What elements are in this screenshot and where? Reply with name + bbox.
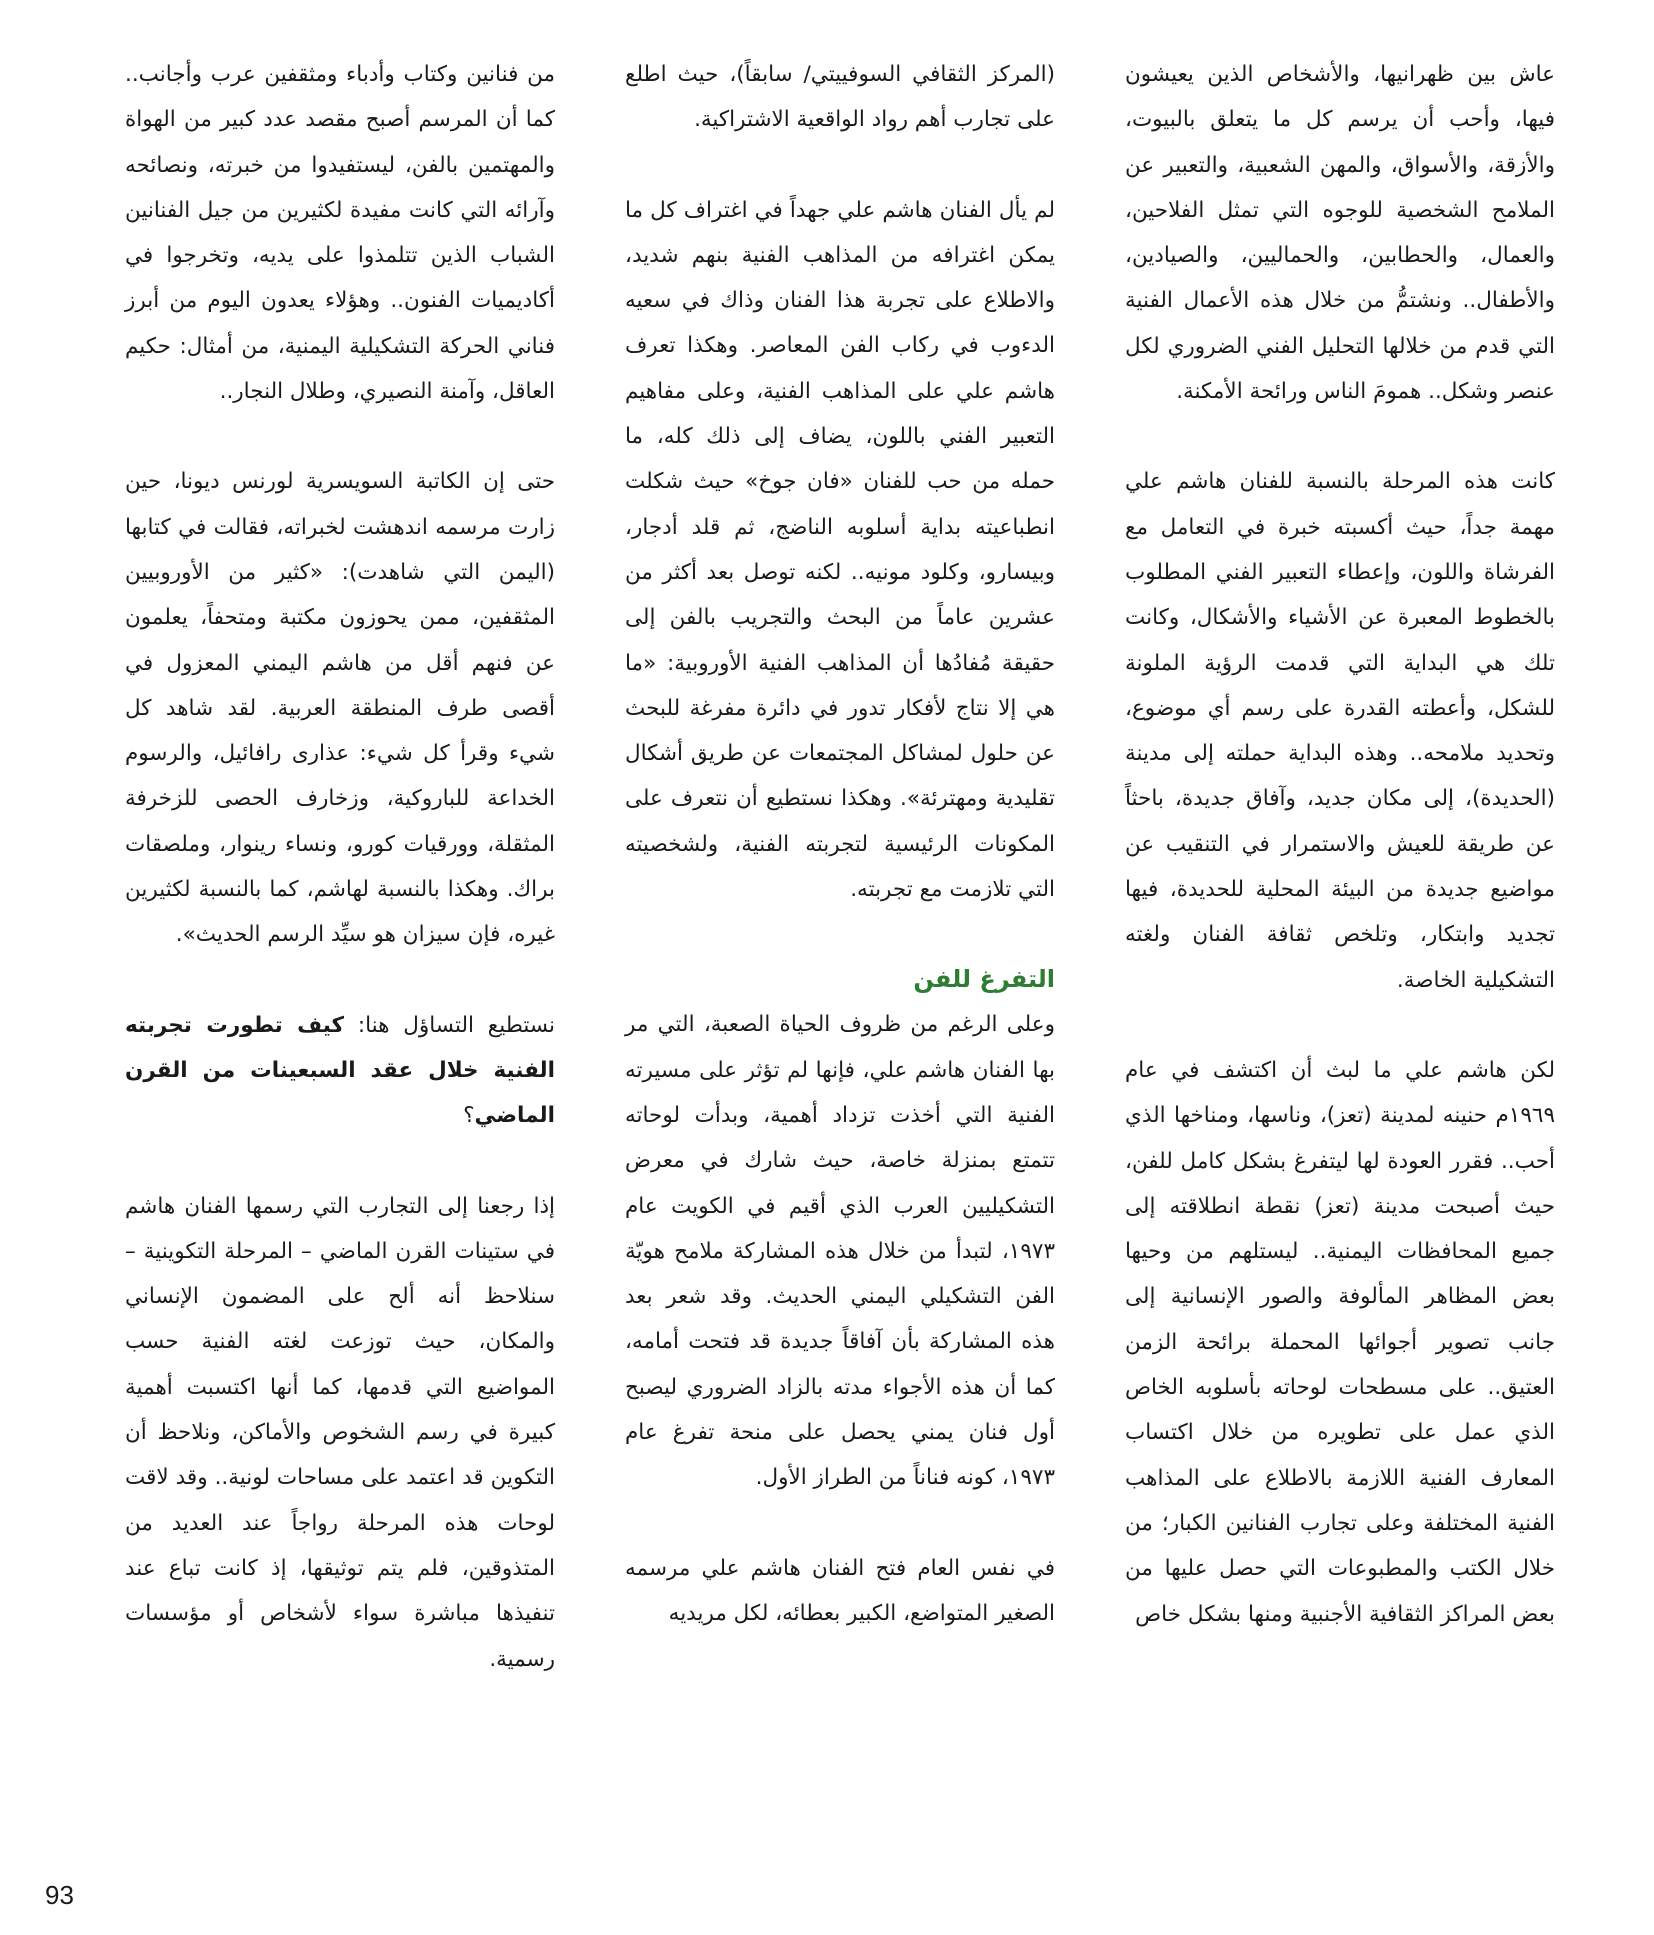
right-paragraph-1: عاش بين ظهرانيها، والأشخاص الذين يعيشون فيها، وأحب أن يرسم كل ما يتعلق بالبيوت، والأزقة، والأسواق، والمهن الشعبية، والتعبير عن الملامح الشخصية للوجوه التي تمثل الفلاحين، والعمال، والحطابين، والحماليين، والصيادين، والأطفال.. ونشتمُّ من خلال هذه الأعمال الفنية التي قدم من خلالها التحليل الفني الضروري لكل عنصر وشكل.. همومَ الناس ورائحة الأمكنة. xyxy=(1125,62,1555,405)
right-column xyxy=(1125,52,1555,1637)
right-paragraph-2: كانت هذه المرحلة بالنسبة للفنان هاشم علي مهمة جداً، حيث أكسبته خبرة في التعامل مع الفرشاة واللون، وإعطاء التعبير الفني المطلوب بالخطوط المعبرة عن الأشياء والأشكال، وكانت تلك هي البداية التي قدمت الرؤية الملونة للشكل، وأعطته القدرة على رسم أي موضوع، وتحديد ملامحه.. وهذه البداية حملته إلى مدينة (الحديدة)، إلى مكان جديد، وآفاق جديدة، باحثاً عن طريقة للعيش والاستمرار في التنقيب عن مواضيع جديدة من البيئة المحلية للحديدة، فيها تجديد وابتكار، وتلخص ثقافة الفنان ولغته التشكيلية الخاصة. xyxy=(1125,469,1555,993)
question-mark: ؟ xyxy=(463,1103,475,1129)
question-bold: كيف تطورت تجربته الفنية خلال عقد السبعينات من القرن الماضي xyxy=(125,1012,555,1129)
left-paragraph-4: إذا رجعنا إلى التجارب التي رسمها الفنان هاشم في ستينات القرن الماضي – المرحلة التكوينية – سنلاحظ أنه ألح على المضمون الإنساني والمكان، حيث توزعت لغته الفنية حسب المواضيع التي قدمها، كما أنها اكتسبت أهمية كبيرة في رسم الشخوص والأماكن، ونلاحظ أن التكوين قد اعتمد على مساحات لونية.. وقد لاقت لوحات هذه المرحلة رواجاً عند العديد من المتذوقين، فلم يتم توثيقها، إذ كانت تباع عند تنفيذها مباشرة سواء لأشخاص أو مؤسسات رسمية. xyxy=(125,1193,555,1672)
middle-paragraph-2: لم يأل الفنان هاشم علي جهداً في اغتراف كل ما يمكن اغترافه من المذاهب الفنية بنهم شديد، والاطلاع على تجربة هذا الفنان وذاك في سعيه الدءوب في ركاب الفن المعاصر. وهكذا تعرف هاشم علي على المذاهب الفنية، وعلى مفاهيم التعبير الفني باللون، يضاف إلى ذلك كله، ما حمله من حب للفنان «فان جوخ» حيث شكلت انطباعيته بداية أسلوبه الناضج، ثم قلد أدجار، وبيسارو، وكلود مونيه.. لكنه توصل بعد أكثر من عشرين عاماً من البحث والتجريب بالفن إلى حقيقة مُفادُها أن المذاهب الفنية الأوروبية: «ما هي إلا نتاج لأفكار تدور في دائرة مفرغة للبحث عن حلول لمشاكل المجتمعات عن طريق أشكال تقليدية ومهترئة». وهكذا نستطيع أن نتعرف على المكونات الرئيسية لتجربته الفنية، ولشخصيته التي تلازمت مع تجربته. xyxy=(625,197,1055,903)
middle-column xyxy=(625,52,1055,1636)
section-heading: التفرغ للفن xyxy=(913,965,1055,994)
right-paragraph-3: لكن هاشم علي ما لبث أن اكتشف في عام ١٩٦٩م حنينه لمدينة (تعز)، وناسها، ومناخها الذي أحب.. فقرر العودة لها ليتفرغ بشكل كامل للفن، حيث أصبحت مدينة (تعز) نقطة انطلاقته إلى جميع المحافظات اليمنية.. ليستلهم من وحيها بعض المظاهر المألوفة والصور الإنسانية إلى جانب تصوير أجوائها المحملة برائحة الزمن العتيق.. على مسطحات لوحاته بأسلوبه الخاص الذي عمل على تطويره من خلال اكتساب المعارف الفنية اللازمة بالاطلاع على المذاهب الفنية المختلفة وعلى تجارب الفنانين الكبار؛ من خلال الكتب والمطبوعات التي حصل عليها من بعض المراكز الثقافية الأجنبية ومنها بشكل خاص xyxy=(1125,1057,1555,1627)
middle-paragraph-4: في نفس العام فتح الفنان هاشم علي مرسمه الصغير المتواضع، الكبير بعطائه، لكل مريديه xyxy=(625,1555,1055,1626)
middle-paragraph-3: وعلى الرغم من ظروف الحياة الصعبة، التي مر بها الفنان هاشم علي، فإنها لم تؤثر على مسيرته الفنية التي أخذت تزداد أهمية، وبدأت لوحاته تتمتع بمنزلة خاصة، حيث شارك في معرض التشكيليين العرب الذي أقيم في الكويت عام ١٩٧٣، لتبدأ من خلال هذه المشاركة ملامح هويّة الفن التشكيلي اليمني الحديث. وقد شعر بعد هذه المشاركة بأن آفاقاً جديدة قد فتحت أمامه، كما أن هذه الأجواء مدته بالزاد الضروري ليصبح أول فنان يمني يحصل على منحة تفرغ عام ١٩٧٣، كونه فناناً من الطراز الأول. xyxy=(625,1012,1055,1491)
left-paragraph-question xyxy=(125,1003,555,1139)
question-lead: نستطيع التساؤل هنا: xyxy=(344,1012,555,1038)
page-number: 93 xyxy=(45,1880,74,1910)
left-column xyxy=(125,52,555,1682)
left-paragraph-2: حتى إن الكاتبة السويسرية لورنس ديونا، حين زارت مرسمه اندهشت لخبراته، فقالت في كتابها (اليمن التي شاهدت): «كثير من الأوروبيين المثقفين، ممن يحوزون مكتبة ومتحفاً، يعلمون عن فنهم أقل من هاشم اليمني المعزول في أقصى طرف المنطقة العربية. لقد شاهد كل شيء وقرأ كل شيء: عذارى رافائيل، والرسوم الخداعة للباروكية، وزخارف الحصى للزخرفة المثقلة، وورقيات كورو، ونساء رينوار، وملصقات براك. وهكذا بالنسبة لهاشم، كما بالنسبة لكثيرين غيره، فإن سيزان هو سيِّد الرسم الحديث». xyxy=(125,469,555,948)
middle-paragraph-1: (المركز الثقافي السوفييتي/ سابقاً)، حيث اطلع على تجارب أهم رواد الواقعية الاشتراكية. xyxy=(625,62,1055,133)
left-paragraph-1: من فنانين وكتاب وأدباء ومثقفين عرب وأجانب.. كما أن المرسم أصبح مقصد عدد كبير من الهواة والمهتمين بالفن، ليستفيدوا من خبرته، ونصائحه وآرائه التي كانت مفيدة لكثيرين من جيل الفنانين الشباب الذين تتلمذوا على يديه، وتخرجوا في أكاديميات الفنون.. وهؤلاء يعدون اليوم من أبرز فناني الحركة التشكيلية اليمنية، من أمثال: حكيم العاقل، وآمنة النصيري، وطلال النجار.. xyxy=(125,62,555,405)
